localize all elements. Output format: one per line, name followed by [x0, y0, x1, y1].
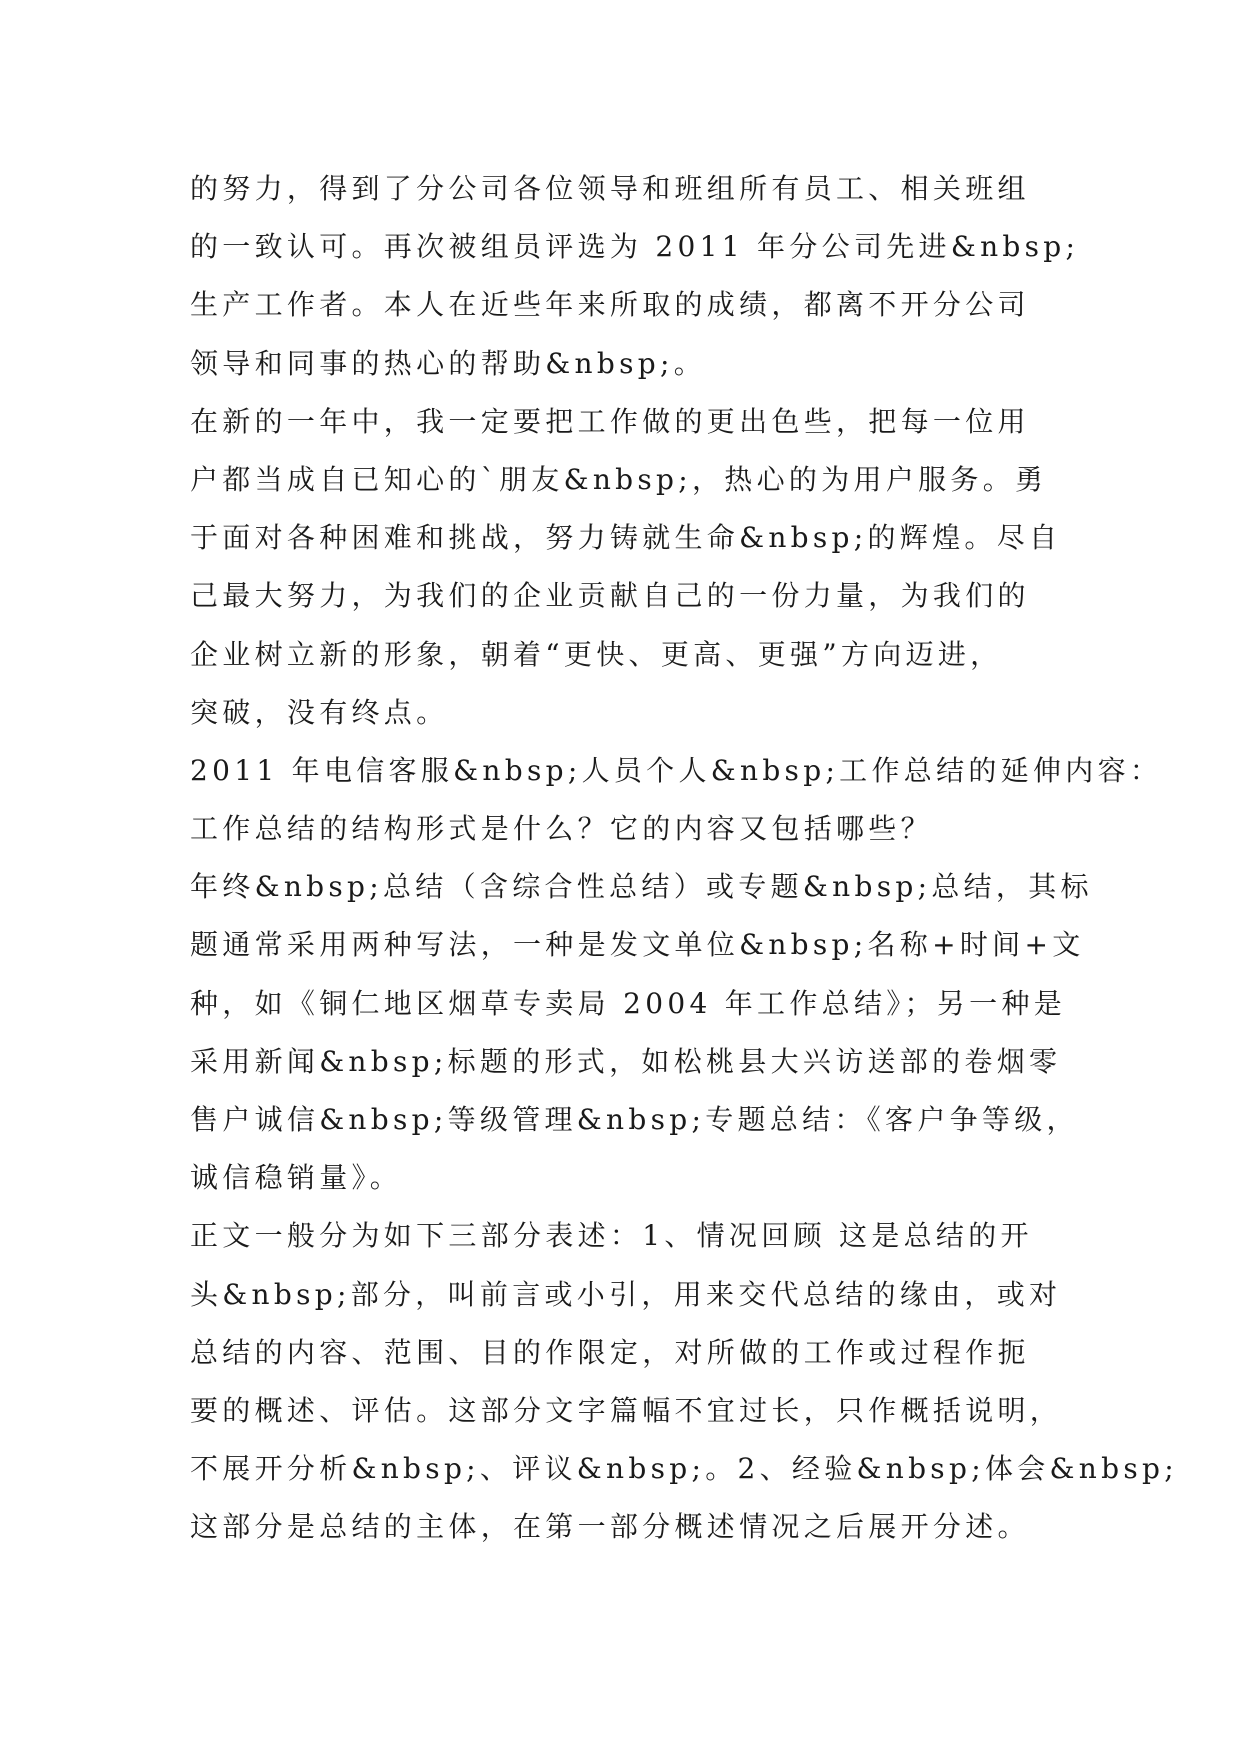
text-line: 总结的内容、范围、目的作限定，对所做的工作或过程作扼 — [190, 1335, 1030, 1369]
text-line: 题通常采用两种写法，一种是发文单位&nbsp;名称+时间+文 — [190, 928, 1085, 962]
text-line: 突破，没有终点。 — [190, 695, 449, 729]
text-line: 种，如《铜仁地区烟草专卖局 2004 年工作总结》；另一种是 — [190, 986, 1067, 1020]
text-line: 企业树立新的形象，朝着“更快、更高、更强”方向迈进， — [190, 637, 1003, 671]
text-line: 售户诚信&nbsp;等级管理&nbsp;专题总结：《客户争等级， — [190, 1103, 1079, 1136]
body-text — [190, 160, 1178, 1557]
text-line: 的努力，得到了分公司各位领导和班组所有员工、相关班组 — [190, 172, 1030, 205]
text-line: 不展开分析&nbsp;、评议&nbsp;。2、经验&nbsp;体会&nbsp; — [190, 1452, 1178, 1486]
text-line: 于面对各种困难和挑战，努力铸就生命&nbsp;的辉煌。尽自 — [190, 521, 1062, 555]
text-line: 年终&nbsp;总结（含综合性总结）或专题&nbsp;总结，其标 — [190, 870, 1093, 904]
text-line: 工作总结的结构形式是什么？它的内容又包括哪些？ — [190, 812, 933, 846]
text-line: 户都当成自已知心的`朋友&nbsp;，热心的为用户服务。勇 — [190, 462, 1048, 496]
text-line: 2011 年电信客服&nbsp;人员个人&nbsp;工作总结的延伸内容： — [190, 753, 1163, 787]
text-line: 正文一般分为如下三部分表述：1、情况回顾 这是总结的开 — [190, 1219, 1033, 1253]
text-line: 己最大努力，为我们的企业贡献自己的一份力量，为我们的 — [190, 579, 1030, 613]
text-line: 在新的一年中，我一定要把工作做的更出色些，把每一位用 — [190, 404, 1030, 438]
text-line: 要的概述、评估。这部分文字篇幅不宜过长，只作概括说明， — [190, 1393, 1063, 1427]
text-line: 诚信稳销量》。 — [190, 1161, 403, 1195]
text-line: 生产工作者。本人在近些年来所取的成绩，都离不开分公司 — [190, 288, 1030, 322]
text-line: 这部分是总结的主体，在第一部分概述情况之后展开分述。 — [190, 1510, 1030, 1544]
text-line: 头&nbsp;部分，叫前言或小引，用来交代总结的缘由，或对 — [190, 1277, 1062, 1311]
text-line: 领导和同事的热心的帮助&nbsp;。 — [190, 346, 707, 380]
text-line: 的一致认可。再次被组员评选为 2011 年分公司先进&nbsp; — [190, 230, 1080, 264]
text-line: 采用新闻&nbsp;标题的形式，如松桃县大兴访送部的卷烟零 — [190, 1044, 1062, 1078]
